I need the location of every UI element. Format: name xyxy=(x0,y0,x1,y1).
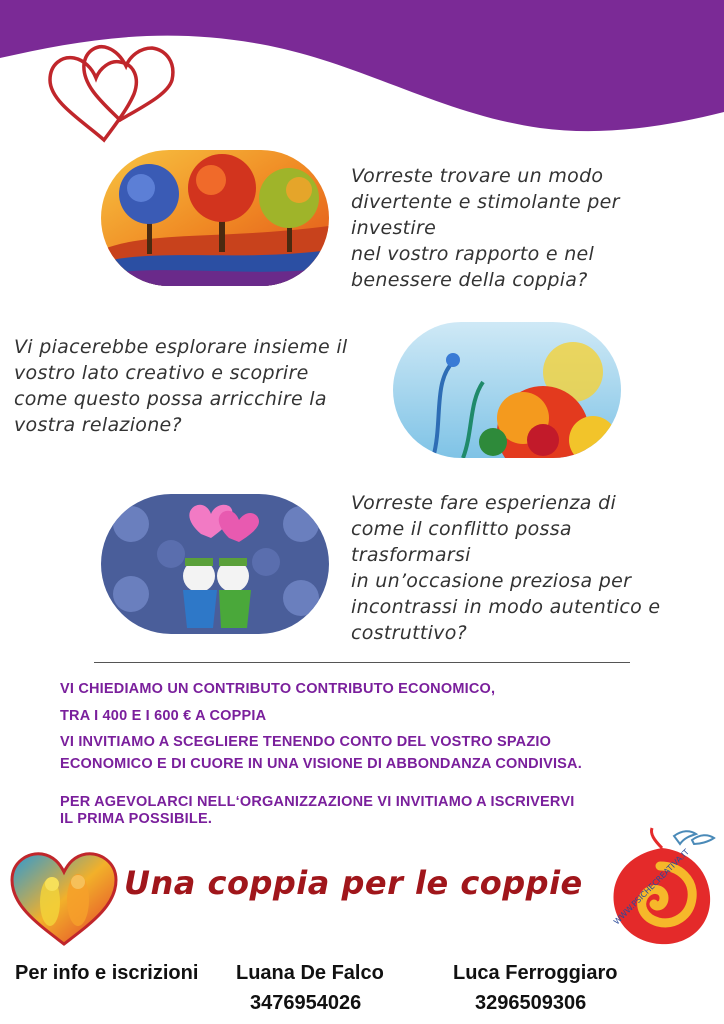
question-3 xyxy=(351,490,660,646)
question-3-line: costruttivo? xyxy=(351,622,468,644)
info-line: IL PRIMA POSSIBILE. xyxy=(60,811,213,827)
couple-heart-logo-icon xyxy=(8,850,120,948)
flowers-image xyxy=(393,322,621,458)
info-line: VI INVITIAMO A SCEGLIERE TENENDO CONTO DEL VOSTRO SPAZIO xyxy=(60,734,552,750)
couple-image xyxy=(101,494,329,634)
divider xyxy=(94,662,630,663)
question-1-line: nel vostro rapporto e nel xyxy=(351,243,595,265)
tagline: Una coppia per le coppie xyxy=(124,864,583,902)
psichecreativa-logo-icon xyxy=(604,826,722,952)
question-3-line: Vorreste fare esperienza di xyxy=(351,492,617,514)
contact-1-phone[interactable]: 3476954026 xyxy=(250,992,362,1014)
info-line: TRA I 400 E I 600 € A COPPIA xyxy=(60,708,267,724)
question-1-line: benessere della coppia? xyxy=(351,269,588,291)
logo-url: WWW.PSICHECREATIVA.IT xyxy=(612,847,691,927)
question-1-line: divertente e stimolante per xyxy=(351,191,620,213)
question-3-line: come il conflitto possa xyxy=(351,518,572,540)
trees-image xyxy=(101,150,329,286)
info-line: ECONOMICO E DI CUORE IN UNA VISIONE DI ABBONDANZA CONDIVISA. xyxy=(60,756,582,772)
question-3-line: trasformarsi xyxy=(351,544,471,566)
info-line: VI CHIEDIAMO UN CONTRIBUTO CONTRIBUTO ECONOMICO, xyxy=(60,681,496,697)
question-2-line: Vi piacerebbe esplorare insieme il xyxy=(14,336,348,358)
question-1 xyxy=(351,163,620,293)
question-2-line: come questo possa arricchire la xyxy=(14,388,327,410)
question-2 xyxy=(14,334,348,438)
contacts-label: Per info e iscrizioni xyxy=(15,962,199,984)
question-1-line: Vorreste trovare un modo xyxy=(351,165,604,187)
contact-2-phone[interactable]: 3296509306 xyxy=(475,992,587,1014)
double-heart-icon xyxy=(44,42,184,146)
contact-1-name: Luana De Falco xyxy=(236,962,384,984)
question-2-line: vostro lato creativo e scoprire xyxy=(14,362,309,384)
contact-2-name: Luca Ferroggiaro xyxy=(453,962,618,984)
question-1-line: investire xyxy=(351,217,437,239)
info-line: PER AGEVOLARCI NELL‘ORGANIZZAZIONE VI INVITIAMO A ISCRIVERVI xyxy=(60,794,575,810)
question-3-line: incontrassi in modo autentico e xyxy=(351,596,661,618)
question-2-line: vostra relazione? xyxy=(14,414,182,436)
question-3-line: in un’occasione preziosa per xyxy=(351,570,632,592)
